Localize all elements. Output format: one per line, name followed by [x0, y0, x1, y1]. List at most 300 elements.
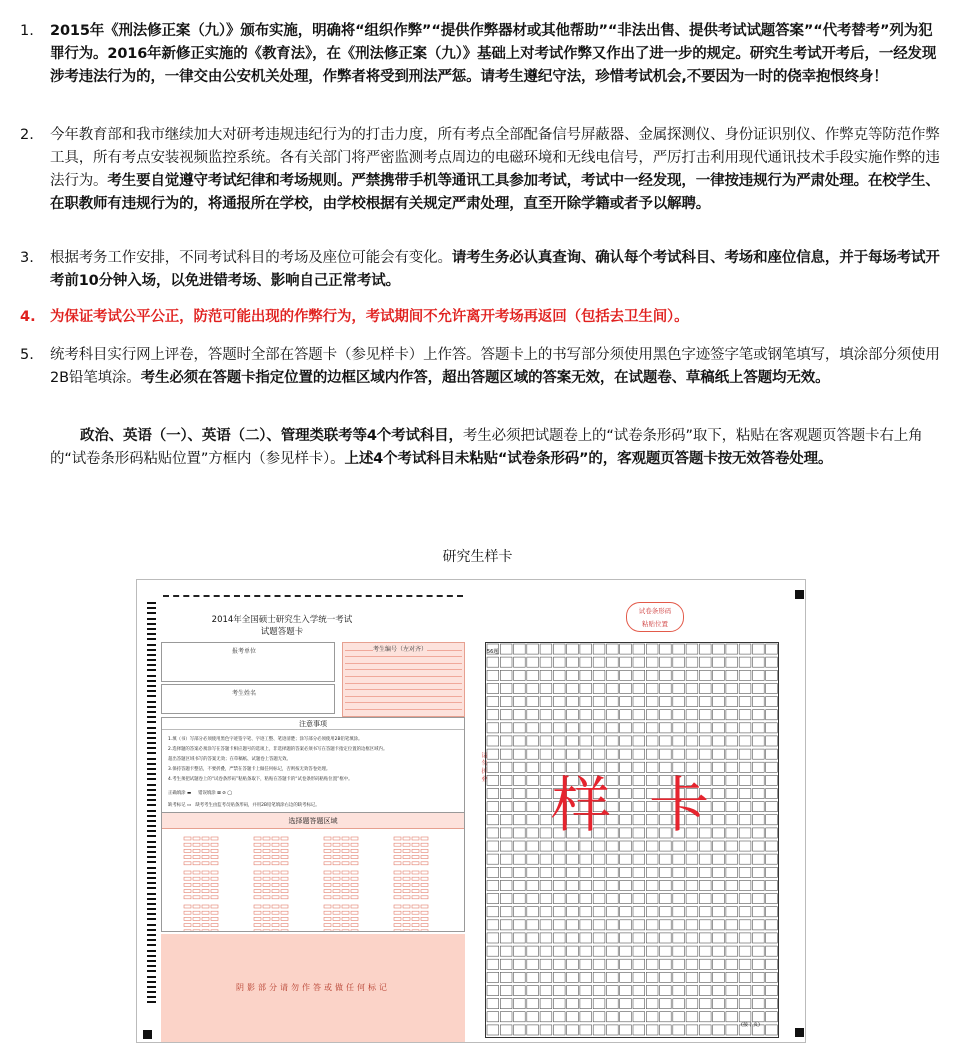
answer-bubble[interactable] [263, 924, 270, 927]
instruction-line: 1.填（书）写部分必须使用黑色字迹签字笔、字迹工整、笔迹清楚；涂写部分必须使用2B铅笔填涂。 [168, 737, 363, 742]
answer-bubble[interactable] [412, 843, 419, 846]
answer-bubble[interactable] [184, 871, 191, 874]
answer-bubble[interactable] [333, 871, 340, 874]
grid-cell [607, 710, 619, 720]
answer-bubble[interactable] [421, 883, 428, 886]
answer-bubble[interactable] [324, 905, 331, 908]
card-title [177, 614, 387, 638]
answer-bubble[interactable] [351, 890, 358, 893]
answer-bubble[interactable] [351, 862, 358, 865]
answer-bubble[interactable] [333, 843, 340, 846]
answer-bubble[interactable] [394, 917, 401, 920]
answer-bubble[interactable] [184, 856, 191, 859]
grid-cell [553, 697, 565, 707]
answer-bubble[interactable] [351, 924, 358, 927]
answer-bubble[interactable] [272, 883, 279, 886]
grid-cell [487, 854, 499, 864]
answer-bubble[interactable] [263, 917, 270, 920]
answer-bubble[interactable] [412, 896, 419, 899]
answer-bubble[interactable] [333, 877, 340, 880]
answer-bubble[interactable] [421, 862, 428, 865]
answer-bubble[interactable] [211, 856, 218, 859]
answer-bubble[interactable] [202, 856, 209, 859]
answer-bubble[interactable] [394, 896, 401, 899]
answer-bubble[interactable] [263, 896, 270, 899]
note-text [50, 344, 945, 390]
answer-bubble[interactable] [272, 843, 279, 846]
grid-cell [766, 789, 778, 799]
answer-bubble[interactable] [263, 877, 270, 880]
answer-bubble[interactable] [403, 856, 410, 859]
answer-bubble[interactable] [184, 883, 191, 886]
grid-cell [553, 986, 565, 996]
answer-bubble[interactable] [184, 896, 191, 899]
answer-bubble[interactable] [211, 930, 218, 931]
answer-bubble[interactable] [324, 856, 331, 859]
answer-bubble[interactable] [202, 911, 209, 914]
answer-bubble[interactable] [211, 924, 218, 927]
grid-cell [646, 933, 658, 943]
answer-bubble[interactable] [324, 843, 331, 846]
grid-cell [673, 880, 685, 890]
answer-bubble[interactable] [211, 849, 218, 852]
answer-bubble[interactable] [394, 905, 401, 908]
answer-bubble[interactable] [351, 843, 358, 846]
grid-cell [633, 880, 645, 890]
answer-bubble[interactable] [263, 905, 270, 908]
grid-cell [500, 1025, 512, 1035]
answer-bubble[interactable] [202, 917, 209, 920]
answer-bubble[interactable] [412, 883, 419, 886]
answer-bubble[interactable] [272, 930, 279, 931]
answer-bubble[interactable] [254, 890, 261, 893]
answer-bubble[interactable] [211, 883, 218, 886]
grid-cell [567, 854, 579, 864]
grid-cell [633, 683, 645, 693]
answer-bubble[interactable] [184, 862, 191, 865]
answer-bubble[interactable] [272, 849, 279, 852]
answer-bubble[interactable] [263, 883, 270, 886]
grid-cell [607, 867, 619, 877]
answer-bubble[interactable] [272, 877, 279, 880]
answer-bubble[interactable] [403, 843, 410, 846]
grid-cell [726, 867, 738, 877]
answer-bubble[interactable] [211, 911, 218, 914]
answer-bubble[interactable] [202, 905, 209, 908]
answer-bubble[interactable] [342, 843, 349, 846]
answer-bubble[interactable] [184, 843, 191, 846]
answer-bubble[interactable] [281, 890, 288, 893]
answer-bubble[interactable] [263, 911, 270, 914]
answer-bubble[interactable] [412, 917, 419, 920]
answer-bubble[interactable] [403, 883, 410, 886]
grid-cell [567, 946, 579, 956]
answer-bubble[interactable] [184, 911, 191, 914]
answer-bubble[interactable] [211, 843, 218, 846]
grid-cell [580, 880, 592, 890]
answer-bubble[interactable] [403, 911, 410, 914]
answer-bubble[interactable] [272, 911, 279, 914]
answer-bubble[interactable] [202, 890, 209, 893]
answer-bubble[interactable] [254, 877, 261, 880]
answer-bubble[interactable] [272, 890, 279, 893]
answer-bubble[interactable] [342, 837, 349, 840]
answer-bubble[interactable] [202, 883, 209, 886]
answer-bubble[interactable] [412, 890, 419, 893]
answer-bubble[interactable] [351, 856, 358, 859]
answer-bubble[interactable] [254, 837, 261, 840]
answer-bubble[interactable] [333, 911, 340, 914]
answer-bubble[interactable] [202, 843, 209, 846]
text-run: 政治、英语（一）、英语（二）、管理类联考等4个考试科目， [80, 428, 463, 444]
answer-bubble[interactable] [263, 849, 270, 852]
answer-bubble[interactable] [403, 871, 410, 874]
grid-cell [766, 841, 778, 851]
answer-bubble[interactable] [254, 883, 261, 886]
answer-bubble[interactable] [281, 896, 288, 899]
answer-bubble[interactable] [184, 905, 191, 908]
grid-cell [646, 946, 658, 956]
answer-bubble[interactable] [281, 843, 288, 846]
answer-bubble[interactable] [281, 924, 288, 927]
answer-bubble[interactable] [263, 890, 270, 893]
grid-cell [633, 946, 645, 956]
answer-bubble[interactable] [403, 924, 410, 927]
answer-bubble[interactable] [421, 924, 428, 927]
grid-cell [766, 854, 778, 864]
answer-bubble[interactable] [281, 871, 288, 874]
answer-bubble[interactable] [394, 911, 401, 914]
grid-cell [646, 854, 658, 864]
answer-bubble[interactable] [342, 856, 349, 859]
answer-bubble[interactable] [324, 877, 331, 880]
grid-cell [540, 723, 552, 733]
answer-bubble[interactable] [254, 930, 261, 931]
grid-cell [633, 986, 645, 996]
answer-bubble[interactable] [403, 930, 410, 931]
answer-bubble[interactable] [272, 871, 279, 874]
answer-bubble[interactable] [324, 883, 331, 886]
answer-bubble[interactable] [211, 837, 218, 840]
answer-bubble[interactable] [342, 883, 349, 886]
grid-cell [567, 736, 579, 746]
answer-bubble[interactable] [342, 896, 349, 899]
answer-bubble[interactable] [333, 862, 340, 865]
answer-bubble[interactable] [193, 883, 200, 886]
answer-bubble[interactable] [342, 871, 349, 874]
grid-cell [739, 867, 751, 877]
answer-bubble[interactable] [421, 856, 428, 859]
answer-bubble[interactable] [193, 905, 200, 908]
answer-bubble[interactable] [421, 849, 428, 852]
answer-bubble[interactable] [333, 883, 340, 886]
answer-bubble[interactable] [394, 862, 401, 865]
answer-bubble[interactable] [254, 924, 261, 927]
answer-bubble[interactable] [394, 843, 401, 846]
answer-bubble[interactable] [421, 905, 428, 908]
grid-cell [580, 907, 592, 917]
answer-bubble[interactable] [193, 877, 200, 880]
answer-bubble[interactable] [254, 905, 261, 908]
answer-bubble[interactable] [272, 896, 279, 899]
answer-bubble[interactable] [184, 837, 191, 840]
grid-cell [567, 1025, 579, 1035]
answer-bubble[interactable] [333, 917, 340, 920]
answer-bubble[interactable] [394, 877, 401, 880]
grid-cell [567, 894, 579, 904]
answer-bubble[interactable] [211, 917, 218, 920]
grid-cell [699, 723, 711, 733]
answer-bubble[interactable] [421, 890, 428, 893]
answer-bubble[interactable] [421, 896, 428, 899]
answer-bubble[interactable] [184, 877, 191, 880]
answer-bubble[interactable] [281, 930, 288, 931]
answer-bubble[interactable] [184, 930, 191, 931]
answer-bubble[interactable] [324, 930, 331, 931]
answer-bubble[interactable] [403, 896, 410, 899]
answer-bubble[interactable] [412, 911, 419, 914]
answer-bubble[interactable] [412, 849, 419, 852]
answer-bubble[interactable] [333, 849, 340, 852]
answer-bubble[interactable] [193, 896, 200, 899]
answer-bubble[interactable] [351, 917, 358, 920]
answer-bubble[interactable] [342, 917, 349, 920]
answer-bubble[interactable] [263, 837, 270, 840]
answer-bubble[interactable] [211, 862, 218, 865]
grid-cell [540, 986, 552, 996]
next-page-label: (接下页) [741, 1022, 760, 1028]
answer-bubble[interactable] [394, 856, 401, 859]
answer-bubble[interactable] [281, 883, 288, 886]
answer-bubble[interactable] [324, 862, 331, 865]
answer-bubble[interactable] [254, 856, 261, 859]
answer-bubble[interactable] [254, 849, 261, 852]
answer-bubble[interactable] [211, 871, 218, 874]
answer-bubble[interactable] [351, 911, 358, 914]
grid-cell [660, 920, 672, 930]
grid-cell [699, 736, 711, 746]
answer-bubble[interactable] [351, 905, 358, 908]
answer-bubble[interactable] [351, 877, 358, 880]
answer-bubble[interactable] [324, 890, 331, 893]
grid-cell [620, 670, 632, 680]
answer-bubble[interactable] [193, 911, 200, 914]
answer-bubble[interactable] [254, 917, 261, 920]
answer-bubble[interactable] [281, 877, 288, 880]
answer-bubble[interactable] [202, 924, 209, 927]
grid-cell [500, 986, 512, 996]
answer-bubble[interactable] [412, 877, 419, 880]
answer-bubble[interactable] [403, 837, 410, 840]
answer-bubble[interactable] [281, 837, 288, 840]
answer-bubble[interactable] [193, 856, 200, 859]
answer-bubble[interactable] [342, 911, 349, 914]
answer-bubble[interactable] [342, 930, 349, 931]
answer-bubble[interactable] [351, 871, 358, 874]
answer-bubble[interactable] [281, 849, 288, 852]
answer-bubble[interactable] [272, 837, 279, 840]
answer-bubble[interactable] [324, 917, 331, 920]
answer-bubble[interactable] [193, 871, 200, 874]
grid-cell [540, 697, 552, 707]
answer-bubble[interactable] [394, 837, 401, 840]
answer-bubble[interactable] [342, 890, 349, 893]
answer-bubble[interactable] [421, 930, 428, 931]
grid-cell [553, 670, 565, 680]
answer-bubble[interactable] [333, 890, 340, 893]
answer-bubble[interactable] [281, 911, 288, 914]
answer-bubble[interactable] [324, 924, 331, 927]
answer-bubble[interactable] [333, 905, 340, 908]
answer-bubble[interactable] [281, 905, 288, 908]
answer-bubble[interactable] [394, 849, 401, 852]
answer-bubble[interactable] [351, 837, 358, 840]
answer-bubble[interactable] [333, 856, 340, 859]
card-right-panel [481, 580, 807, 1044]
answer-bubble[interactable] [421, 911, 428, 914]
answer-bubble[interactable] [254, 843, 261, 846]
answer-bubble[interactable] [202, 837, 209, 840]
grid-cell [500, 802, 512, 812]
text-run: 为保证考试公平公正，防范可能出现的作弊行为，考试期间不允许离开考场再返回（包括去卫生间）。 [50, 309, 689, 325]
answer-bubble[interactable] [403, 890, 410, 893]
answer-bubble[interactable] [254, 896, 261, 899]
answer-bubble[interactable] [281, 856, 288, 859]
answer-bubble[interactable] [193, 849, 200, 852]
answer-bubble[interactable] [421, 837, 428, 840]
answer-bubble[interactable] [421, 843, 428, 846]
answer-bubble[interactable] [193, 843, 200, 846]
answer-bubble[interactable] [351, 930, 358, 931]
grid-cell [514, 933, 526, 943]
answer-bubble[interactable] [403, 849, 410, 852]
answer-bubble[interactable] [184, 917, 191, 920]
answer-bubble[interactable] [324, 896, 331, 899]
answer-bubble[interactable] [403, 862, 410, 865]
grid-cell [686, 736, 698, 746]
answer-bubble[interactable] [333, 930, 340, 931]
answer-bubble[interactable] [351, 896, 358, 899]
answer-bubble[interactable] [193, 917, 200, 920]
answer-bubble[interactable] [403, 877, 410, 880]
answer-bubble[interactable] [281, 862, 288, 865]
answer-bubble[interactable] [272, 856, 279, 859]
answer-bubble[interactable] [254, 862, 261, 865]
answer-bubble[interactable] [324, 849, 331, 852]
answer-bubble[interactable] [421, 917, 428, 920]
answer-bubble[interactable] [421, 877, 428, 880]
grid-cell [540, 894, 552, 904]
answer-bubble[interactable] [184, 849, 191, 852]
answer-bubble[interactable] [412, 905, 419, 908]
grid-cell [567, 933, 579, 943]
answer-bubble[interactable] [403, 905, 410, 908]
answer-bubble[interactable] [342, 849, 349, 852]
grid-cell [686, 999, 698, 1009]
answer-bubble[interactable] [272, 862, 279, 865]
answer-bubble[interactable] [193, 862, 200, 865]
grid-cell [646, 999, 658, 1009]
answer-bubble[interactable] [324, 837, 331, 840]
answer-bubble[interactable] [342, 862, 349, 865]
answer-bubble[interactable] [202, 930, 209, 931]
absent-label: 缺考标记 [168, 803, 186, 808]
grid-cell [633, 907, 645, 917]
grid-cell [527, 920, 539, 930]
answer-bubble[interactable] [333, 837, 340, 840]
answer-bubble[interactable] [272, 924, 279, 927]
answer-bubble[interactable] [351, 883, 358, 886]
answer-bubble[interactable] [263, 871, 270, 874]
grid-cell [699, 867, 711, 877]
answer-bubble[interactable] [324, 871, 331, 874]
answer-bubble[interactable] [193, 890, 200, 893]
answer-bubble[interactable] [403, 917, 410, 920]
grid-cell [753, 854, 765, 864]
answer-bubble[interactable] [412, 837, 419, 840]
grid-cell [686, 972, 698, 982]
answer-bubble[interactable] [324, 911, 331, 914]
answer-bubble[interactable] [254, 871, 261, 874]
answer-bubble[interactable] [184, 890, 191, 893]
answer-bubble[interactable] [272, 905, 279, 908]
answer-bubble[interactable] [263, 930, 270, 931]
answer-bubble[interactable] [412, 862, 419, 865]
answer-bubble[interactable] [272, 917, 279, 920]
grid-cell [620, 946, 632, 956]
answer-bubble[interactable] [394, 883, 401, 886]
answer-bubble[interactable] [202, 896, 209, 899]
answer-bubble[interactable] [211, 905, 218, 908]
answer-bubble[interactable] [263, 862, 270, 865]
answer-bubble[interactable] [412, 856, 419, 859]
answer-bubble[interactable] [351, 849, 358, 852]
answer-bubble[interactable] [263, 856, 270, 859]
answer-bubble[interactable] [184, 924, 191, 927]
answer-bubble[interactable] [254, 911, 261, 914]
answer-bubble[interactable] [193, 924, 200, 927]
answer-bubble[interactable] [333, 924, 340, 927]
answer-bubble[interactable] [394, 871, 401, 874]
answer-bubble[interactable] [202, 871, 209, 874]
answer-bubble[interactable] [263, 843, 270, 846]
answer-bubble[interactable] [193, 930, 200, 931]
barcode-paragraph [50, 425, 945, 471]
answer-bubble[interactable] [421, 871, 428, 874]
answer-bubble[interactable] [342, 924, 349, 927]
answer-bubble[interactable] [412, 930, 419, 931]
answer-bubble[interactable] [202, 877, 209, 880]
answer-bubble[interactable] [333, 896, 340, 899]
answer-bubble[interactable] [412, 924, 419, 927]
note-text [50, 20, 945, 89]
answer-bubble[interactable] [394, 924, 401, 927]
grid-cell [753, 736, 765, 746]
answer-bubble[interactable] [281, 917, 288, 920]
answer-bubble[interactable] [202, 849, 209, 852]
answer-bubble[interactable] [342, 905, 349, 908]
answer-bubble[interactable] [193, 837, 200, 840]
answer-bubble[interactable] [394, 930, 401, 931]
answer-bubble[interactable] [412, 871, 419, 874]
answer-bubble[interactable] [211, 890, 218, 893]
answer-bubble[interactable] [211, 896, 218, 899]
answer-bubble[interactable] [342, 877, 349, 880]
grid-cell [527, 1012, 539, 1022]
answer-bubble[interactable] [202, 862, 209, 865]
answer-bubble[interactable] [211, 877, 218, 880]
answer-bubble[interactable] [394, 890, 401, 893]
